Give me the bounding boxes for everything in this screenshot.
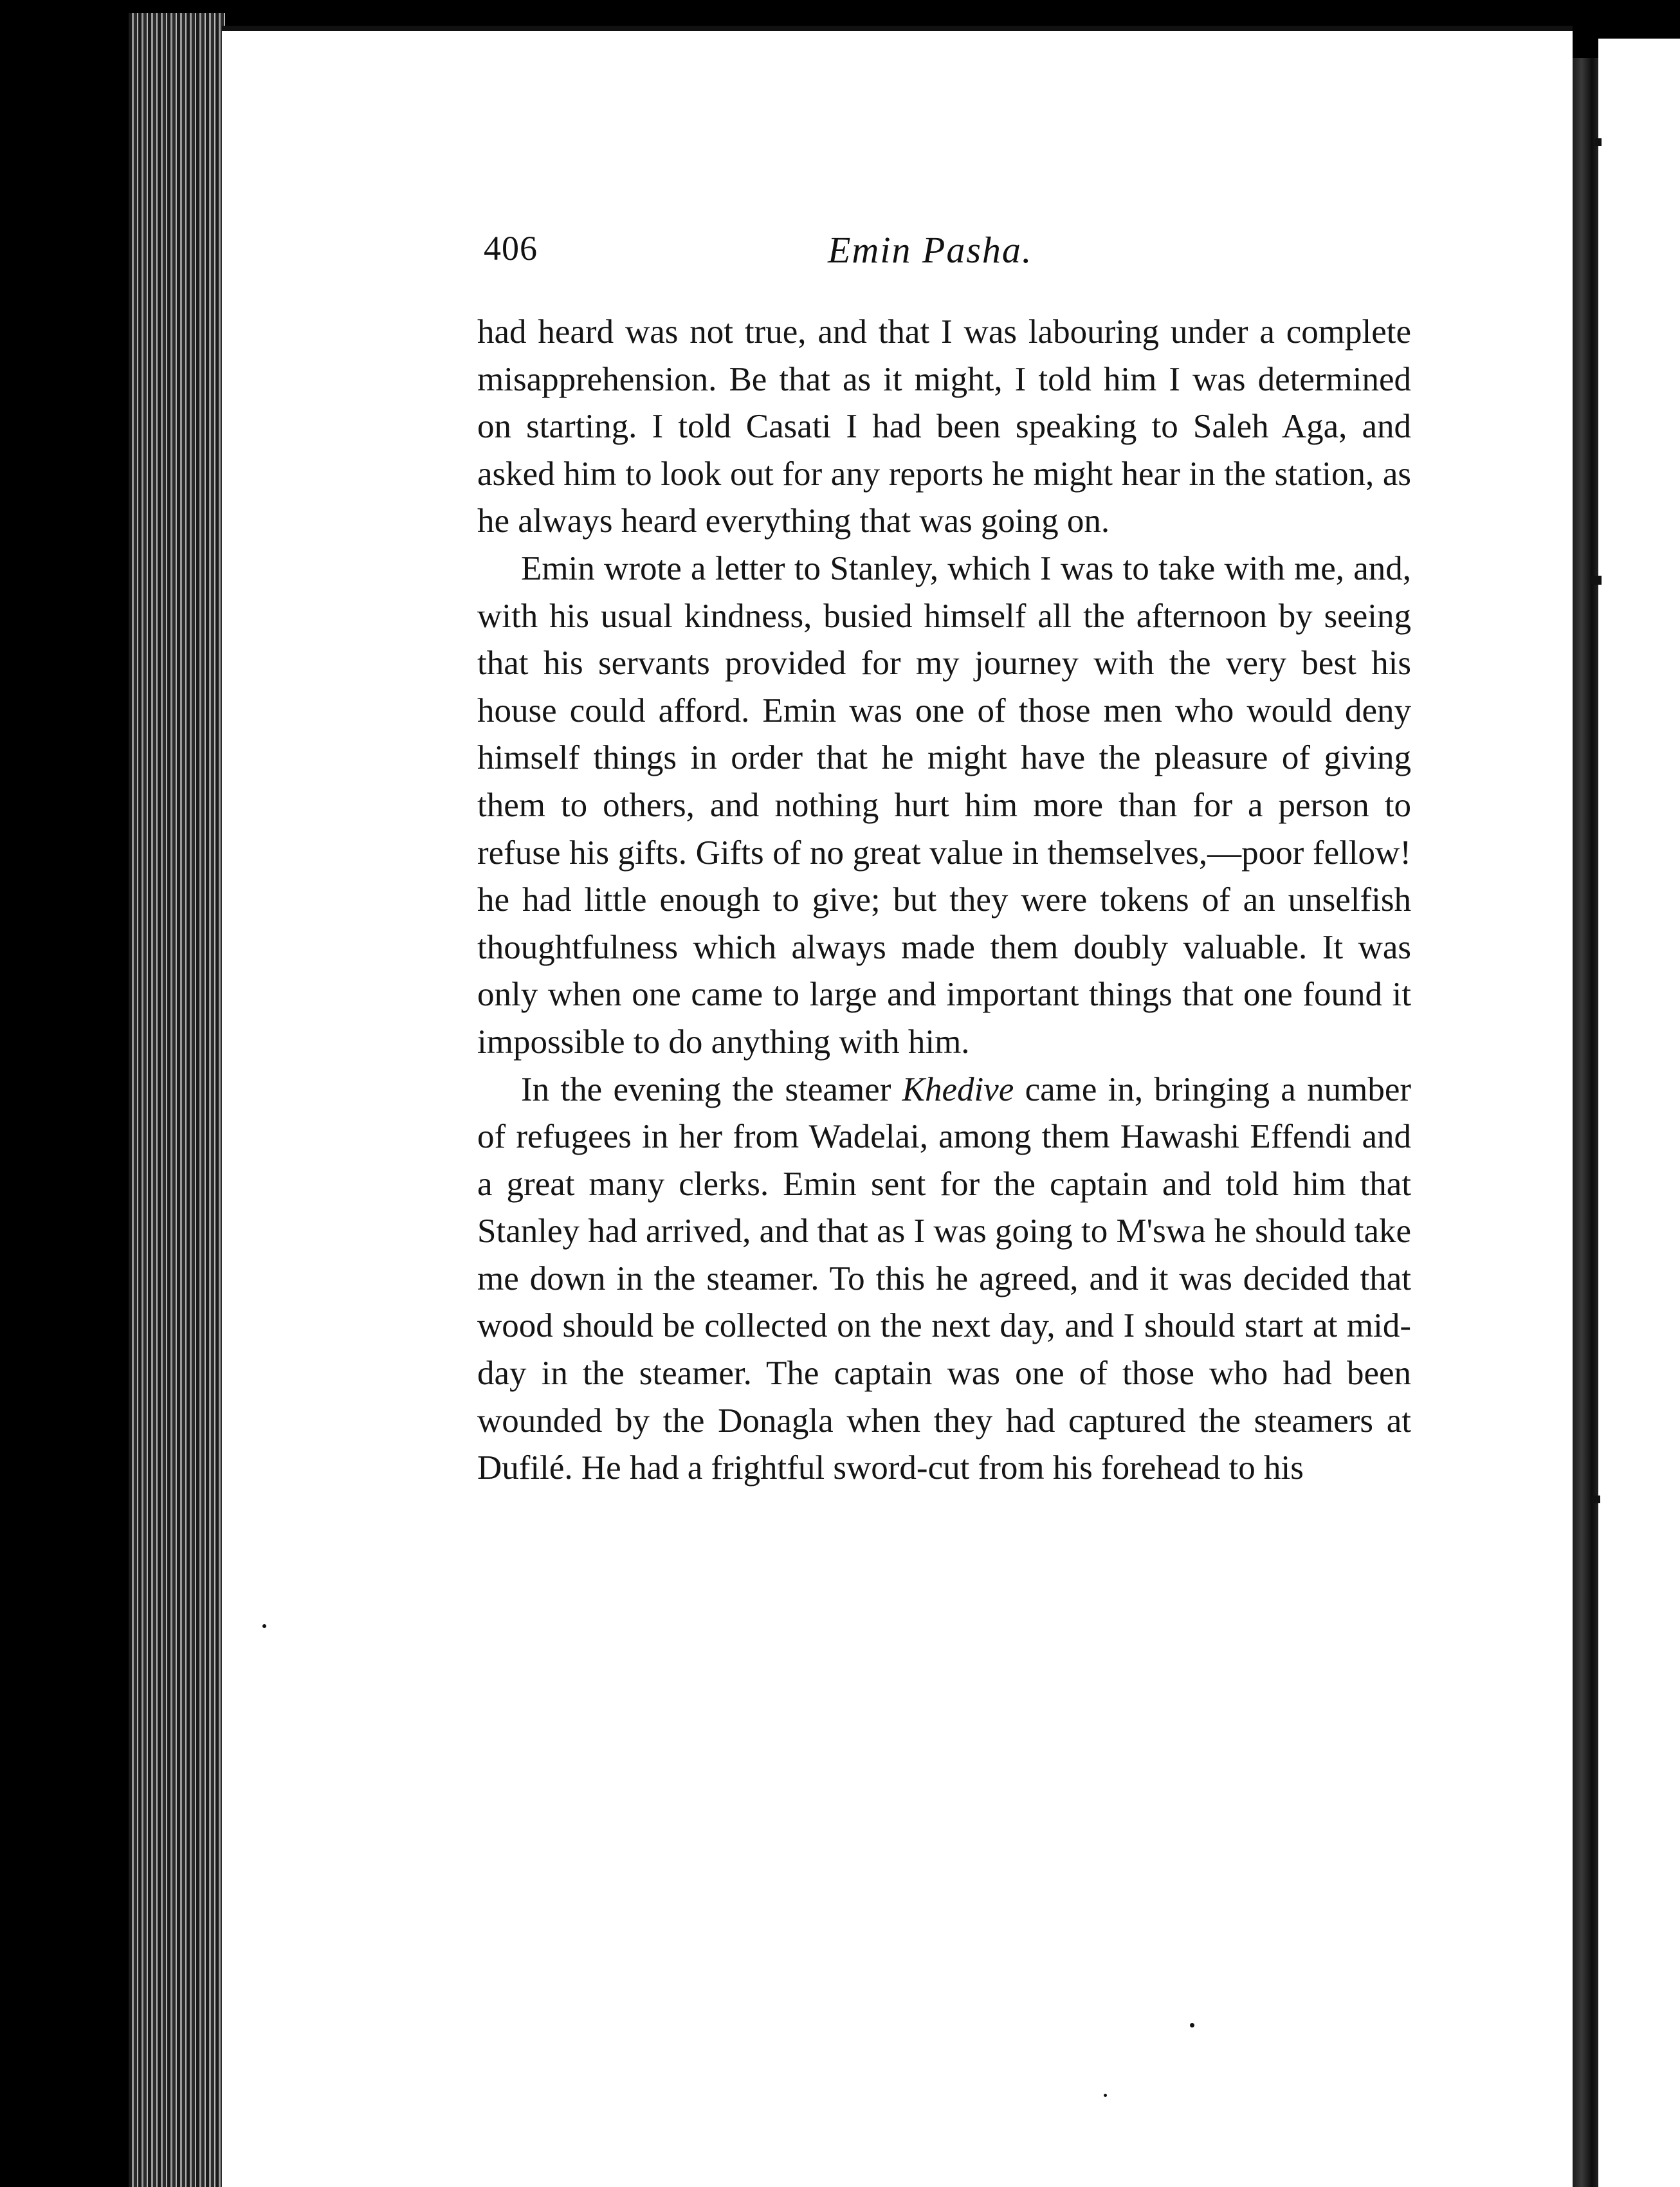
binding-edge [1573,58,1598,2187]
scan-speck [1104,2094,1107,2097]
right-margin [1598,39,1680,2187]
scan-mark [1595,138,1602,146]
page-header [484,228,1416,286]
scan-speck [262,1624,266,1628]
page-number: 406 [484,229,538,268]
running-title: Emin Pasha. [828,229,1033,271]
page-stack-edge [129,13,225,2187]
scan-speck [1190,2023,1194,2027]
paragraph-text: In the evening the steamer [521,1070,902,1108]
ship-name: Khedive [902,1070,1014,1108]
paragraph: had heard was not true, and that I was labouring under a complete misapprehension. Be that as it might, I told him I was determined on starting. I told Casati I had been speaking to Saleh Aga, and asked him to look out for any reports he might hear in the station, as he always heard everything that was going on. [477,313,1411,540]
body-text [477,309,1411,1492]
paragraph [477,1066,1411,1492]
scan-mark [1590,576,1602,585]
paragraph: Emin wrote a letter to Stanley, which I was to take with me, and, with his usual kindness, busied himself all the afternoon by seeing that his servants provided for my journey with the very best his house could afford. Emin was one of those men who would deny himself things in order that he might have the pleasure of giving them to others, and nothing hurt him more than for a person to refuse his gifts. Gifts of no great value in themselves,—poor fellow! he had little enough to give; but they were tokens of an unselfish thoughtfulness which always made them doubly valuable. It was only when one came to large and important things that one found it impossible to do anything with him. [477,549,1411,1061]
paragraph-text: came in, bringing a number of refugees in her from Wadelai, among them Hawashi Effendi and a great many clerks. Emin sent for the captain and told him that Stanley had arrived, and that as I was going to M'swa he should take me down in the steamer. To this he agreed, and it was decided that wood should be collected on the next day, and I should start at mid-day in the steamer. The captain was one of those who had been wounded by the Donagla when they had captured the steamers at Dufilé. He had a frightful sword-cut from his forehead to his [477,1070,1412,1487]
scan-mark [1590,1496,1600,1503]
